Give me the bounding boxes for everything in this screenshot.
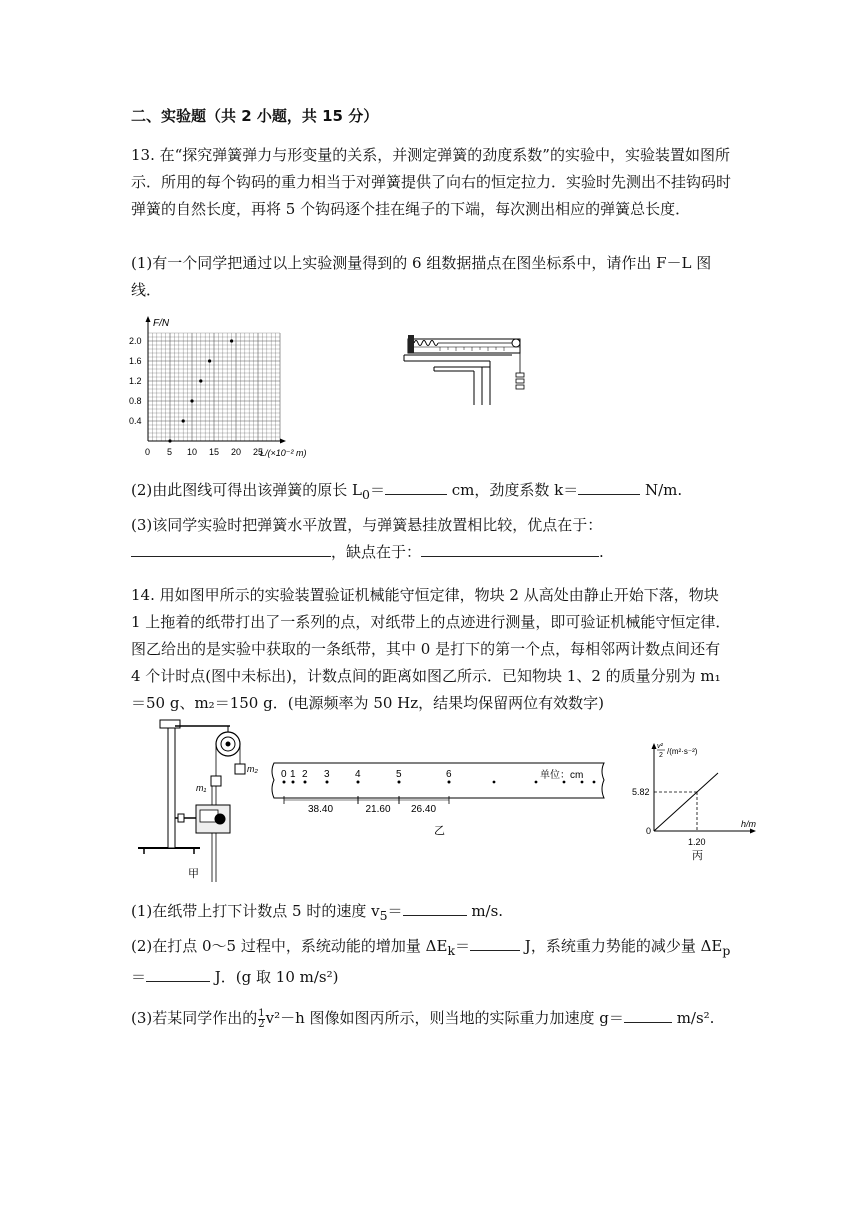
answer-blank-l0[interactable] <box>385 478 447 495</box>
bing-ytick: 5.82 <box>632 787 650 797</box>
m1-label: m₁ <box>196 783 207 793</box>
tape-dot <box>493 781 496 784</box>
fl-ytick: 2.0 <box>129 336 142 346</box>
q14-intro: 14. 用如图甲所示的实验装置验证机械能守恒定律，物块 2 从高处由静止开始下落，物块 1 上拖着的纸带打出了一系列的点，对纸带上的点迹进行测量，即可验证机械能守恒定律．图乙给出的是实验中获取的一条纸带，其中 0 是打下的第一个点，每相邻两计数点间还有 4 个计时点(图中未标出)，计数点间的距离如图乙所示．已知物块 1、2 的质量分别为 m₁＝50 g、m₂＝150 g．(电源频率为 50 Hz，结果均保留两位有效数字) <box>131 586 731 712</box>
bing-xlabel: h/m <box>741 819 757 829</box>
x-axis-arrow-icon <box>280 439 286 444</box>
q14-apparatus-jia <box>130 712 270 886</box>
tape-dot <box>593 781 596 784</box>
fl-xtick: 0 <box>145 447 151 457</box>
fl-ylabel: F/N <box>153 318 170 329</box>
fl-xtick: 5 <box>167 447 173 457</box>
fl-xtick: 10 <box>187 447 198 457</box>
answer-blank-k[interactable] <box>578 478 640 495</box>
tape-dot <box>581 781 584 784</box>
yi-caption: 乙 <box>434 825 445 837</box>
fl-data-point <box>230 339 233 342</box>
q14-part1: (1)在纸带上打下计数点 5 时的速度 $v_5= m/s$. <box>131 898 731 929</box>
bing-line <box>654 773 718 831</box>
tape-dot <box>563 781 566 784</box>
fl-ytick: 1.6 <box>129 356 142 366</box>
q14-part2: (2)在打点 0～5 过程中，系统动能的增加量 $\Delta E_k= J$，系统重力势能的减少量 $\Delta E_p$ ＝ J．(g 取 10 m/s²) <box>131 933 731 991</box>
svg-text:2: 2 <box>659 752 663 759</box>
answer-blank-v5[interactable] <box>403 899 467 916</box>
q13-fl-graph <box>128 313 328 465</box>
section-title: 二、实验题（共 2 小题，共 15 分） <box>131 107 379 125</box>
tape-point-label: 4 <box>355 769 361 780</box>
tape-count-point <box>357 781 360 784</box>
q14-graph-bing <box>632 735 765 874</box>
tape-count-point <box>292 781 295 784</box>
bing-origin: 0 <box>646 826 652 836</box>
q13-part2: (2)由此图线可得出该弹簧的原长 $L_0=$ cm，劲度系数 k＝ N/m. <box>131 477 731 508</box>
tape-count-point <box>283 781 286 784</box>
fl-data-point <box>182 419 185 422</box>
fl-data-point <box>190 399 193 402</box>
tape-count-point <box>398 781 401 784</box>
answer-blank-advantage[interactable] <box>131 540 331 557</box>
answer-blank-ep[interactable] <box>146 965 210 982</box>
fl-ytick: 0.4 <box>129 416 142 426</box>
tape-distance-label: 38.40 <box>308 804 334 815</box>
fl-xtick: 15 <box>209 447 220 457</box>
fl-ytick: 1.2 <box>129 376 142 386</box>
tape-distance-label: 26.40 <box>411 804 437 815</box>
tape-count-point <box>326 781 329 784</box>
svg-text:v²: v² <box>657 743 663 750</box>
q14-part3: (3)若某同学作出的 $\frac{1}{2}$ v²－h 图像如图丙所示，则当地的实际重力加速度 g＝ m/s². <box>131 1007 715 1030</box>
answer-blank-g[interactable] <box>624 1006 672 1023</box>
fl-data-point <box>199 379 202 382</box>
tape-count-point <box>304 781 307 784</box>
tape-distance-label: 21.60 <box>365 804 391 815</box>
tape-point-label: 0 <box>281 769 287 780</box>
q13-part1: (1)有一个同学把通过以上实验测量得到的 6 组数据描点在图坐标系中，请作出 F－L 图线． <box>131 254 712 299</box>
fl-ytick: 0.8 <box>129 396 142 406</box>
jia-caption: 甲 <box>188 868 199 880</box>
tape-dot <box>535 781 538 784</box>
tape-count-point <box>448 781 451 784</box>
q13-intro: 13. 在“探究弹簧弹力与形变量的关系，并测定弹簧的劲度系数”的实验中，实验装置如图所示．所用的每个钩码的重力相当于对弹簧提供了向右的恒定拉力．实验时先测出不挂钩码时弹簧的自然长度，再将 5 个钩码逐个挂在绳子的下端，每次测出相应的弹簧总长度． <box>131 146 732 218</box>
x-axis-arrow-icon <box>750 829 756 834</box>
fl-xlabel: L/(×10⁻² m) <box>260 448 307 458</box>
bing-caption: 丙 <box>692 850 703 862</box>
y-axis-arrow-icon <box>146 316 151 322</box>
q14-paper-tape-yi <box>264 760 614 844</box>
q13-part3-line1: (3)该同学实验时把弹簧水平放置，与弹簧悬挂放置相比较，优点在于： <box>131 516 603 534</box>
fl-xtick: 25 <box>253 447 264 457</box>
bing-xtick: 1.20 <box>688 837 706 847</box>
tape-point-label: 5 <box>396 769 402 780</box>
q13-part3-line2: ，缺点在于： . <box>131 539 731 566</box>
fl-data-point <box>168 439 171 442</box>
tape-point-label: 6 <box>446 769 452 780</box>
m2-label: m₂ <box>247 764 258 774</box>
q13-spring-apparatus <box>400 325 540 414</box>
tape-point-label: 2 <box>302 769 308 780</box>
answer-blank-ek[interactable] <box>470 934 520 951</box>
tape-point-label: 3 <box>324 769 330 780</box>
bing-ylabel: /(m²·s⁻²) <box>667 747 698 756</box>
fraction-half: $\frac{1}{2}$ <box>258 1007 265 1030</box>
y-axis-arrow-icon <box>652 743 657 749</box>
tape-unit: 单位：cm <box>540 770 584 781</box>
tape-point-label: 1 <box>290 769 296 780</box>
answer-blank-disadvantage[interactable] <box>421 540 599 557</box>
fl-data-point <box>208 359 211 362</box>
fl-xtick: 20 <box>231 447 242 457</box>
